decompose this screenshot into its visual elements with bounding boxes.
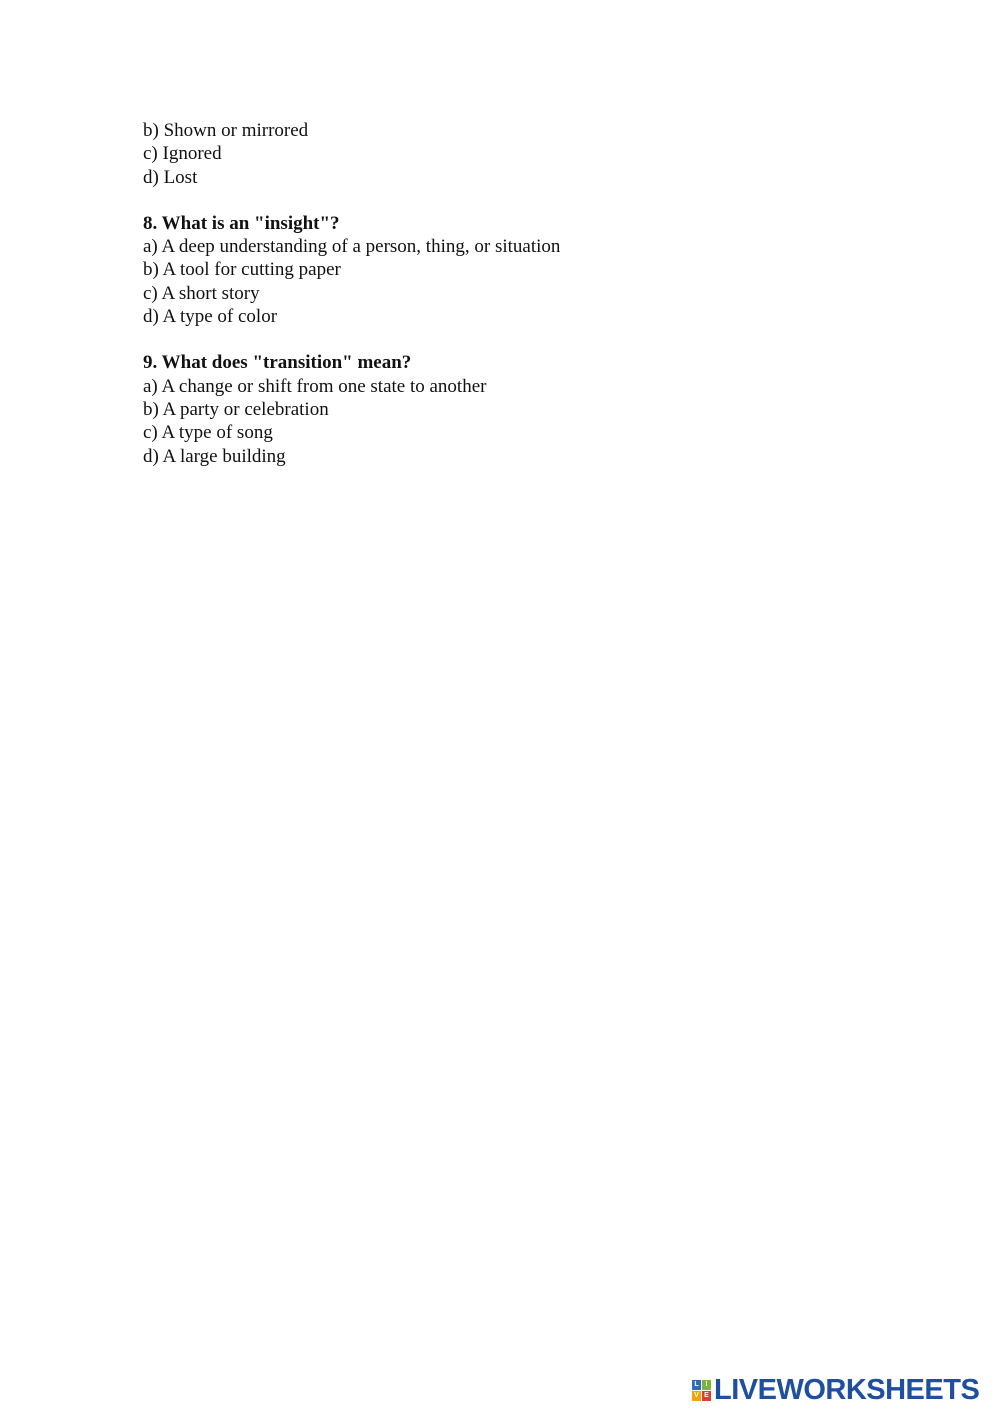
question-7-continued bbox=[143, 119, 923, 189]
logo-letter-v: V bbox=[692, 1391, 701, 1401]
answer-option-c[interactable]: c) A type of song bbox=[143, 422, 273, 444]
liveworksheets-logo-icon bbox=[692, 1380, 711, 1401]
answer-option-b[interactable]: b) A party or celebration bbox=[143, 398, 329, 420]
answer-option-d[interactable]: d) Lost bbox=[143, 166, 198, 188]
liveworksheets-logo bbox=[692, 1374, 979, 1406]
answer-option-c[interactable]: c) A short story bbox=[143, 282, 260, 304]
question-9 bbox=[143, 351, 923, 467]
answer-option-c[interactable]: c) Ignored bbox=[143, 143, 222, 165]
worksheet-content bbox=[143, 119, 923, 468]
answer-option-b[interactable]: b) Shown or mirrored bbox=[143, 120, 309, 141]
logo-letter-e: E bbox=[702, 1391, 711, 1401]
answer-option-d[interactable]: d) A type of color bbox=[143, 306, 278, 328]
question-8 bbox=[143, 212, 923, 328]
answer-option-a[interactable]: a) A deep understanding of a person, thing, or situation bbox=[143, 236, 561, 258]
answer-option-d[interactable]: d) A large building bbox=[143, 445, 286, 467]
logo-letter-i: I bbox=[702, 1380, 711, 1390]
question-8-text: 8. What is an "insight"? bbox=[143, 212, 340, 234]
answer-option-b[interactable]: b) A tool for cutting paper bbox=[143, 259, 341, 281]
logo-wordmark: LIVEWORKSHEETS bbox=[714, 1374, 980, 1406]
question-9-text: 9. What does "transition" mean? bbox=[143, 352, 412, 374]
answer-option-a[interactable]: a) A change or shift from one state to another bbox=[143, 375, 487, 397]
logo-letter-l: L bbox=[692, 1380, 701, 1390]
